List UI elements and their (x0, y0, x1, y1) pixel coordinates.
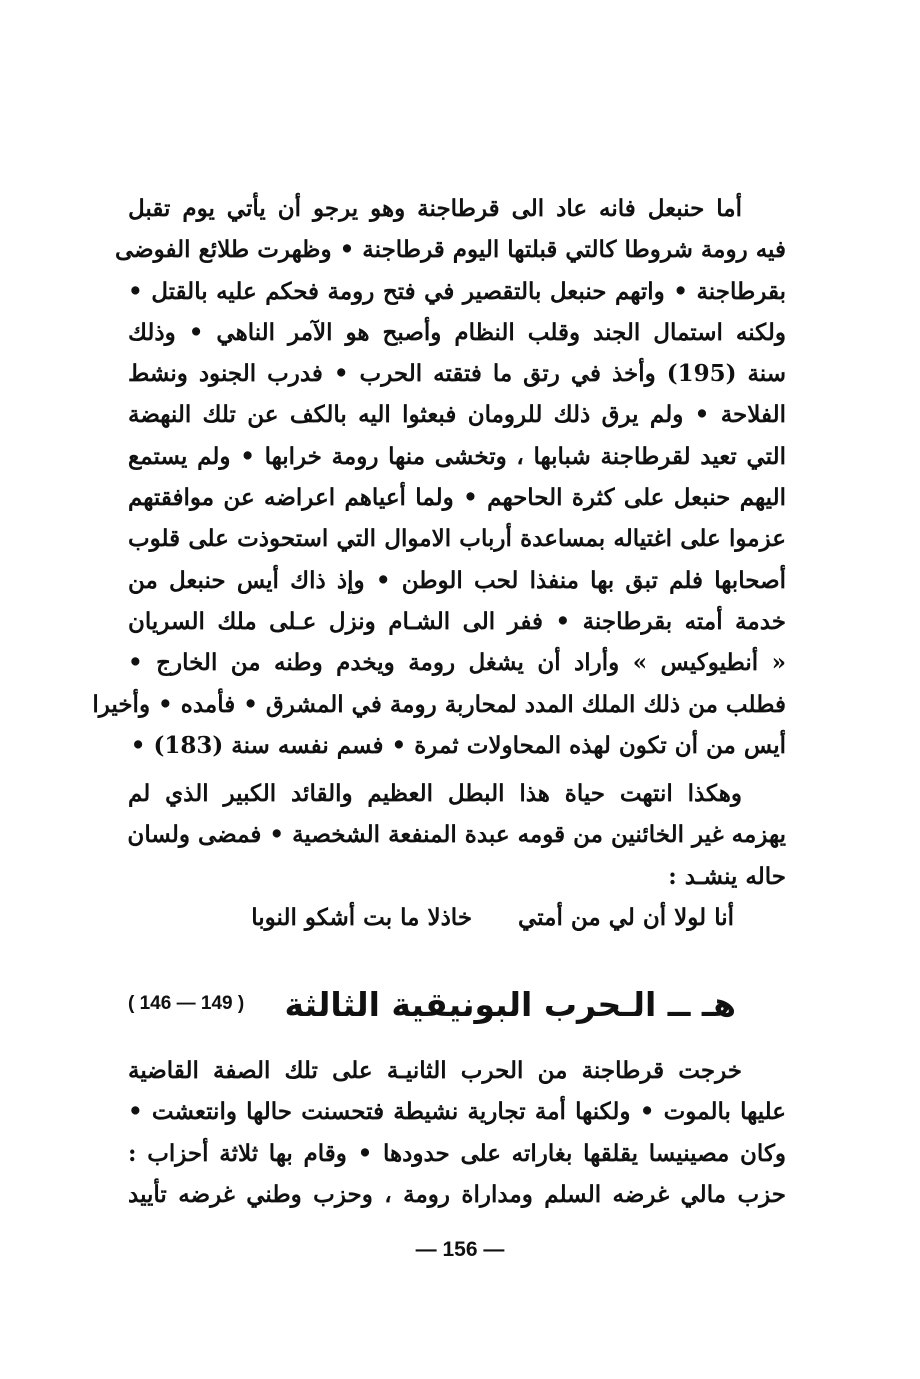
section-years: ( 149 — 146 ) (128, 993, 245, 1014)
paragraph-hannibal-return (92, 188, 786, 766)
paragraph-hannibal-end (128, 773, 786, 897)
text-line: عليها بالموت • ولكنها أمة تجارية نشيطة فتحسنت حالها وانتعشت • (128, 1098, 786, 1126)
text-line: فطلب من ذلك الملك المدد لمحاربة رومة في المشرق • فأمده • وأخيرا (92, 690, 786, 718)
text-line: أصحابها فلم تبق بها منفذا لحب الوطن • وإذ ذاك أيس حنبعل من (128, 566, 786, 594)
text-line: وهكذا انتهت حياة هذا البطل العظيم والقائد الكبير الذي لم (128, 780, 742, 808)
text-line: ولكنه استمال الجند وقلب النظام وأصبح هو الآمر الناهي • وذلك (128, 318, 786, 346)
text-line: حزب مالي غرضه السلم ومداراة رومة ، وحزب وطني غرضه تأييد (128, 1180, 786, 1208)
text-line: سنة (195) وأخذ في رتق ما فتقته الحرب • فدرب الجنود ونشط (128, 360, 786, 388)
text-line: يهزمه غير الخائنين من قومه عبدة المنفعة الشخصية • فمضى ولسان (127, 821, 786, 849)
paragraph-third-war (128, 1050, 786, 1215)
text-line: اليهم حنبعل على كثرة الحاحهم • ولما أعياهم اعراضه عن موافقتهم (128, 484, 786, 512)
text-line: بقرطاجنة • واتهم حنبعل بالتقصير في فتح رومة فحكم عليه بالقتل • (128, 277, 786, 305)
text-line: وكان مصينيسا يقلقها بغاراته على حدودها • وقام بها ثلاثة أحزاب : (128, 1139, 786, 1167)
text-line: أيس من أن تكون لهذه المحاولات ثمرة • فسم نفسه سنة (183) • (130, 731, 786, 759)
text-line: خدمة أمته بقرطاجنة • ففر الى الشـام ونزل عـلى ملك السريان (128, 607, 786, 635)
text-line: فيه رومة شروطا كالتي قبلتها اليوم قرطاجنة • وظهرت طلائع الفوضى (114, 236, 786, 264)
section-heading (128, 980, 736, 1028)
page-number: — 156 — (415, 1238, 505, 1261)
section-title: هـ ــ الـحرب البونيقية الثالثة (284, 984, 736, 1024)
text-column (92, 188, 786, 939)
text-line: « أنطيوكيس » وأراد أن يشغل رومة ويخدم وطنه من الخارج • (128, 649, 786, 677)
text-line: خرجت قرطاجنة من الحرب الثانيـة على تلك الصفة القاضية (128, 1057, 742, 1084)
text-line: الفلاحة • ولم يرق ذلك للرومان فبعثوا اليه بالكف عن تلك النهضة (128, 401, 786, 429)
verse-hemistich-second: خاذلا ما بت أشكو النوبا (251, 904, 473, 932)
text-line: أما حنبعل فانه عاد الى قرطاجنة وهو يرجو أن يأتي يوم تقبل (128, 195, 742, 222)
text-line: عزموا على اغتياله بمساعدة أرباب الاموال التي استحوذت على قلوب (128, 525, 786, 553)
text-line: التي تعيد لقرطاجنة شبابها ، وتخشى منها رومة خرابها • ولم يستمع (128, 442, 786, 470)
poetry-verse (128, 897, 786, 939)
verse-hemistich-first: أنا لولا أن لي من أمتي (518, 904, 734, 932)
text-line: حاله ينشـد : (668, 862, 786, 890)
